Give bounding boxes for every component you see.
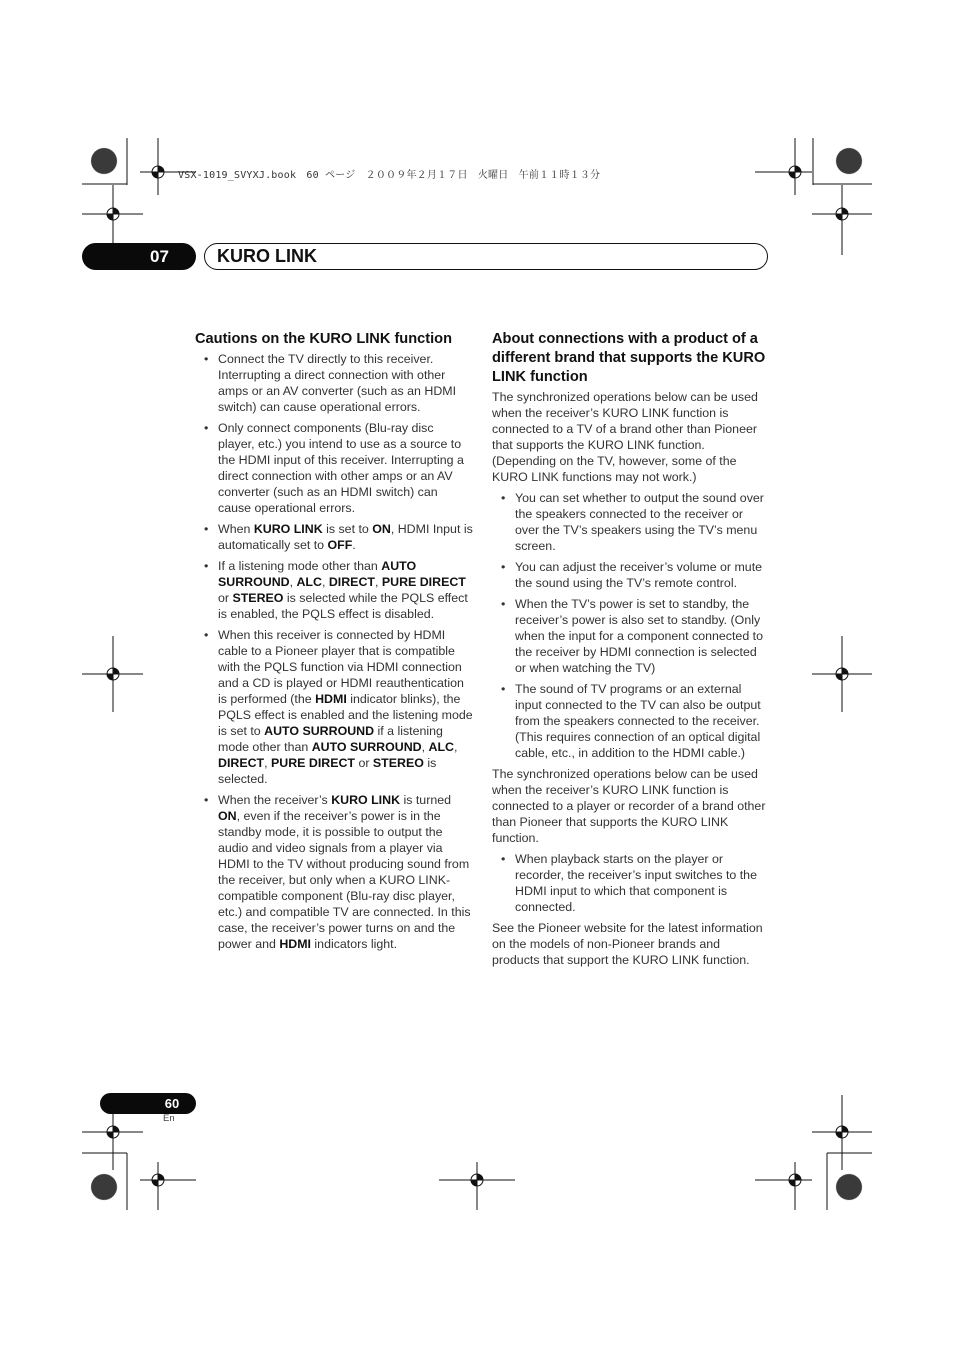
text-run: Connect the TV directly to this receiver. Interrupting a direct connection with other amps or an AV converter (such as an HDMI switch) can cause operational errors. <box>218 352 457 414</box>
text-run: When <box>218 522 254 536</box>
text-run: , <box>321 575 329 589</box>
caution-item-3 <box>195 521 473 553</box>
list-item: • You can set whether to output the sound over the speakers connected to the receiver or over the TV’s speakers using the TV’s menu screen. <box>492 490 770 554</box>
bold-term: KURO LINK <box>253 522 323 536</box>
text-run: , even if the receiver’s power is in the standby mode, it is possible to output the audio and video signals from a player via HDMI to the TV without producing sound from the receiver, but only when a KURO LINK-compatible component (Blu-ray disc player, etc.) and compatible TV are connected. In this case, the receiver’s power turns on and the power and <box>218 809 471 951</box>
text-run: is selected. <box>218 756 437 786</box>
bold-term: DIRECT <box>328 575 375 589</box>
text-run: or <box>355 756 373 770</box>
right-column <box>492 330 770 973</box>
bold-term: ALC <box>428 740 454 754</box>
list-item: • When the TV’s power is set to standby, the receiver’s power is also set to standby. (Only when the input for a component connected to the receiver by HDMI connection is selected or when watching the TV) <box>492 596 770 676</box>
chapter-number: 07 <box>150 247 169 266</box>
text-run: indicator blinks), the PQLS effect is enabled and the listening mode is set to <box>218 692 473 738</box>
text-run: or <box>218 591 233 605</box>
caution-item-2 <box>195 420 473 516</box>
paragraph-closing: See the Pioneer website for the latest information on the models of non-Pioneer brands and products that support the KURO LINK function. <box>492 921 763 967</box>
text-run: , <box>264 756 272 770</box>
list-item: • When playback starts on the player or recorder, the receiver’s input switches to the HDMI input to which that component is connected. <box>492 851 770 915</box>
text-run: , <box>374 575 382 589</box>
left-column <box>195 330 473 957</box>
text-run: Only connect components (Blu-ray disc player, etc.) you intend to use as a source to the HDMI input of this receiver. Interrupting a direct connection with other amps or an AV converter (such as an HDMI switch) can cause operational errors. <box>218 421 464 515</box>
bold-term: AUTO SURROUND <box>218 559 417 589</box>
bold-term: ALC <box>296 575 322 589</box>
text-run: indicators light. <box>310 937 398 951</box>
text-run: , <box>421 740 429 754</box>
bold-term: AUTO SURROUND <box>311 740 422 754</box>
text-run: if a listening mode other than <box>218 724 443 754</box>
bold-term: STEREO <box>232 591 284 605</box>
section-heading: Cautions on the KURO LINK function <box>195 331 452 347</box>
chapter-title: KURO LINK <box>217 246 317 266</box>
text-run: . <box>352 538 356 552</box>
bold-term: ON <box>372 522 391 536</box>
bold-term: HDMI <box>279 937 311 951</box>
text-run: is turned <box>400 793 451 807</box>
bold-term: PURE DIRECT <box>271 756 356 770</box>
caution-item-6 <box>195 792 473 952</box>
list-item: • You can adjust the receiver’s volume or mute the sound using the TV’s remote control. <box>492 559 770 591</box>
print-header: VSX-1019_SVYXJ.book 60 ページ ２００９年２月１７日 火曜日 午前１１時１３分 <box>178 170 601 181</box>
text-run: , HDMI Input is automatically set to <box>218 522 473 552</box>
bold-term: STEREO <box>372 756 424 770</box>
text-run: , <box>289 575 297 589</box>
text-run: When this receiver is connected by HDMI cable to a Pioneer player that is compatible with the PQLS function via HDMI connection and a CD is played or HDMI reauthentication is performed (the <box>218 628 464 706</box>
text-run: is set to <box>322 522 373 536</box>
text-run: When the receiver’s <box>218 793 332 807</box>
section-heading: About connections with a product of a different brand that supports the KURO LINK function <box>492 331 766 385</box>
bold-term: ON <box>218 809 237 823</box>
bold-term: AUTO SURROUND <box>264 724 375 738</box>
page-number: 60 <box>164 1096 180 1111</box>
paragraph-intro: The synchronized operations below can be used when the receiver’s KURO LINK function is connected to a TV of a brand other than Pioneer that supports the KURO LINK function. (Depending on the TV, however, some of the KURO LINK functions may not work.) <box>492 390 758 484</box>
bold-term: PURE DIRECT <box>381 575 466 589</box>
page-language: En <box>163 1113 175 1124</box>
caution-item-1 <box>195 351 473 415</box>
caution-item-4 <box>195 558 473 622</box>
bold-term: HDMI <box>315 692 347 706</box>
text-run: , <box>453 740 458 754</box>
bold-term: DIRECT <box>218 756 265 770</box>
bold-term: OFF <box>327 538 353 552</box>
cautions-list <box>195 351 473 952</box>
text-run: is selected while the PQLS effect is enabled, the PQLS effect is disabled. <box>218 591 468 621</box>
tv-operations-list <box>492 490 770 761</box>
caution-item-5 <box>195 627 473 787</box>
list-item: • The sound of TV programs or an external input connected to the TV can also be output from the speakers connected to the receiver. (This requires connection of an optical digital cable, etc., in addition to the HDMI cable.) <box>492 681 770 761</box>
text-run: If a listening mode other than <box>218 559 382 573</box>
paragraph-intro-2: The synchronized operations below can be used when the receiver’s KURO LINK function is connected to a player or recorder of a brand other than Pioneer that supports the KURO LINK function. <box>492 767 766 845</box>
bold-term: KURO LINK <box>331 793 401 807</box>
player-operations-list <box>492 851 770 915</box>
